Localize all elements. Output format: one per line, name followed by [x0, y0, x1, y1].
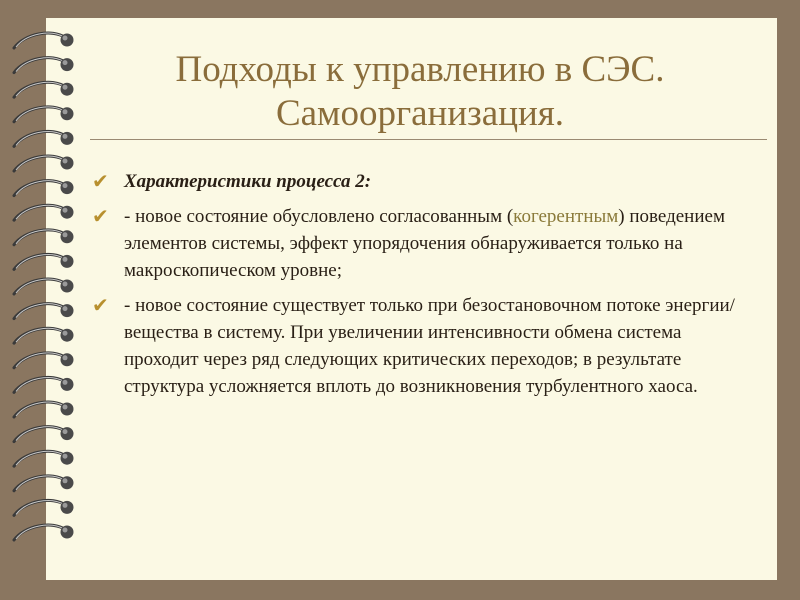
binding-hole-shine — [63, 454, 68, 459]
spiral-ring — [14, 156, 66, 171]
binding-hole — [61, 501, 74, 514]
binding-hole — [61, 206, 74, 219]
binding-hole-shine — [63, 528, 68, 533]
bullet-text-suffix: ) поведением элементов системы, эффект упорядочения обнаруживается только на макроскопическом уровне; — [124, 206, 725, 281]
bullet-list — [92, 168, 752, 408]
spiral-ring — [14, 279, 66, 294]
bullet-item-2 — [92, 203, 752, 284]
binding-hole-shine — [63, 355, 68, 360]
bullet-text: Характеристики процесса 2: — [124, 171, 372, 192]
binding-hole — [61, 378, 74, 391]
binding-hole-shine — [63, 282, 68, 287]
spiral-binding — [0, 0, 90, 600]
spiral-ring — [14, 82, 66, 97]
binding-hole — [61, 304, 74, 317]
spiral-ring — [14, 476, 66, 491]
binding-hole-shine — [63, 232, 68, 237]
binding-hole-shine — [63, 429, 68, 434]
binding-hole — [61, 34, 74, 47]
bullet-item-3 — [92, 292, 752, 400]
binding-hole — [61, 132, 74, 145]
binding-hole — [61, 230, 74, 243]
binding-hole-shine — [63, 109, 68, 114]
binding-hole — [61, 58, 74, 71]
binding-hole — [61, 280, 74, 293]
checkmark-icon: ✔ — [92, 169, 109, 193]
spiral-ring — [14, 131, 66, 146]
binding-hole — [61, 107, 74, 120]
binding-hole — [61, 452, 74, 465]
binding-hole-shine — [63, 405, 68, 410]
binding-hole-shine — [63, 183, 68, 188]
spiral-ring — [14, 500, 66, 515]
binding-hole-shine — [63, 380, 68, 385]
checkmark-icon: ✔ — [92, 204, 109, 228]
spiral-ring — [14, 58, 66, 73]
spiral-ring — [14, 353, 66, 368]
binding-hole-shine — [63, 257, 68, 262]
binding-hole-shine — [63, 159, 68, 164]
binding-hole-shine — [63, 478, 68, 483]
binding-hole — [61, 427, 74, 440]
slide-title — [110, 48, 730, 136]
binding-hole — [61, 526, 74, 539]
spiral-ring — [14, 525, 66, 540]
spiral-ring — [14, 427, 66, 442]
binding-hole-shine — [63, 36, 68, 41]
binding-hole — [61, 83, 74, 96]
binding-hole — [61, 476, 74, 489]
spiral-ring — [14, 377, 66, 392]
title-line-2: Самоорганизация. — [275, 93, 565, 134]
spiral-ring — [14, 33, 66, 48]
title-line-1: Подходы к управлению в СЭС. — [175, 49, 665, 90]
spiral-ring — [14, 181, 66, 196]
binding-hole-shine — [63, 85, 68, 90]
spiral-ring — [14, 254, 66, 269]
binding-hole-shine — [63, 134, 68, 139]
binding-hole — [61, 403, 74, 416]
binding-hole — [61, 353, 74, 366]
title-divider — [90, 139, 767, 140]
spiral-ring — [14, 230, 66, 245]
binding-hole — [61, 157, 74, 170]
binding-hole-shine — [63, 503, 68, 508]
bullet-text: - новое состояние существует только при безостановочном потоке энергии/вещества в систему. При увеличении интенсивности обмена система проходит через ряд следующих критических переходов; в результате структура усложняется вплоть до возникновения турбулентного хаоса. — [124, 295, 735, 397]
spiral-ring — [14, 451, 66, 466]
binding-hole — [61, 255, 74, 268]
spiral-ring — [14, 304, 66, 319]
binding-hole — [61, 181, 74, 194]
spiral-ring — [14, 328, 66, 343]
binding-hole-shine — [63, 208, 68, 213]
binding-hole-shine — [63, 60, 68, 65]
binding-hole-shine — [63, 306, 68, 311]
spiral-ring — [14, 205, 66, 220]
binding-hole — [61, 329, 74, 342]
spiral-ring — [14, 107, 66, 122]
bullet-item-1 — [92, 168, 752, 195]
bullet-text-prefix: - новое состояние обусловлено согласованным ( — [124, 206, 514, 227]
binding-hole-shine — [63, 331, 68, 336]
spiral-ring — [14, 402, 66, 417]
bullet-highlight: когерентным — [513, 206, 619, 227]
checkmark-icon: ✔ — [92, 293, 109, 317]
